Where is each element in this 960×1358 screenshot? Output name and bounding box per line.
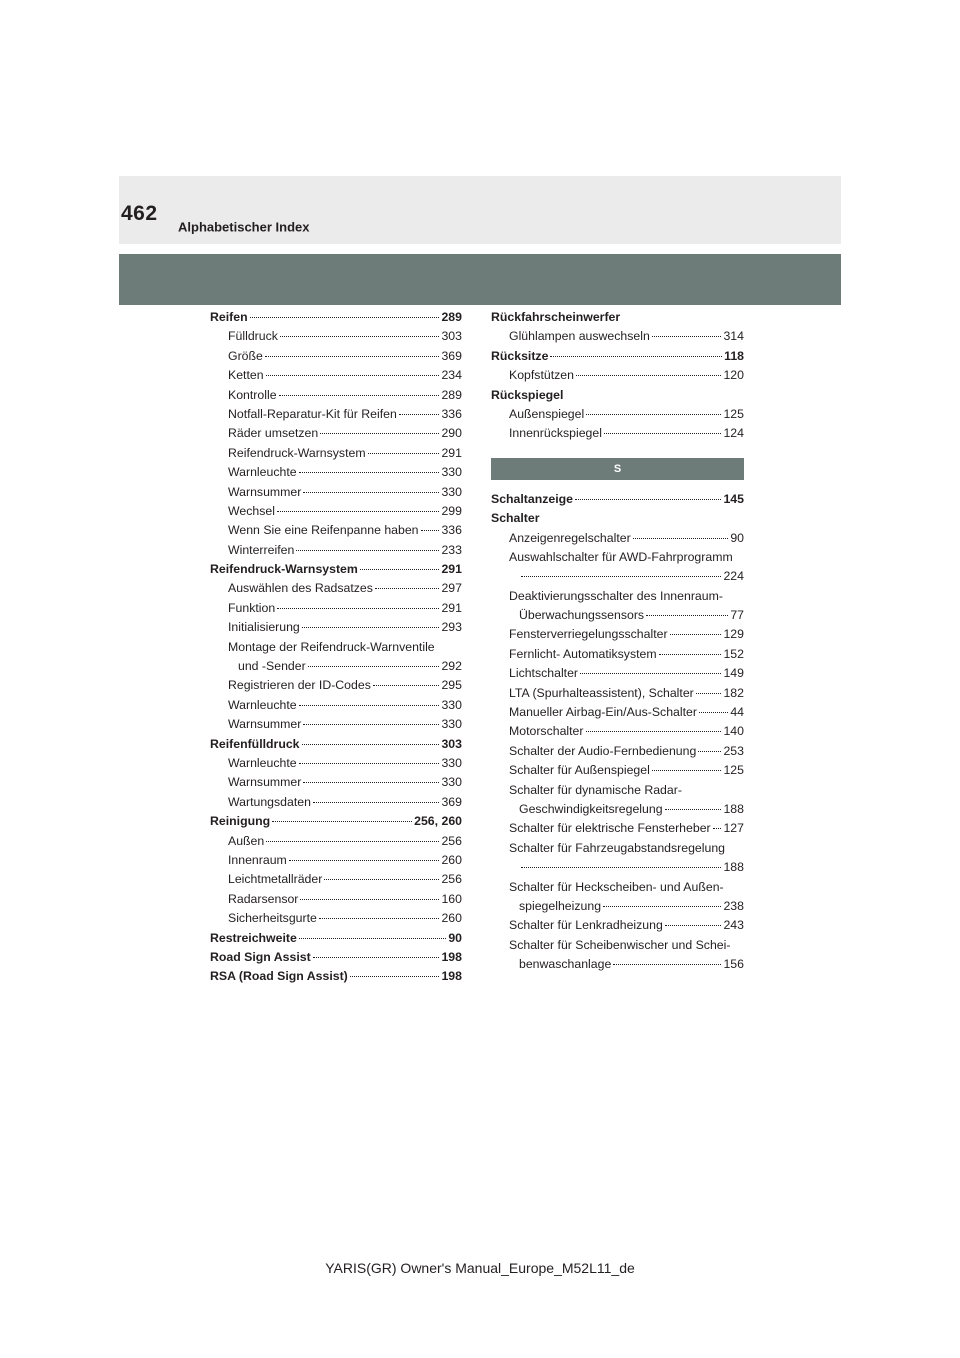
dot-leader: [652, 770, 722, 771]
index-entry-sub: [210, 676, 462, 695]
index-entry-main: [210, 929, 462, 948]
index-page-number: 224: [723, 569, 744, 584]
index-entry-main: [491, 308, 744, 327]
index-entry-sub: [491, 897, 744, 916]
section-title: Alphabetischer Index: [178, 219, 310, 235]
dot-leader: [320, 433, 439, 434]
dot-leader: [250, 317, 440, 318]
index-entry-sub: [491, 819, 744, 838]
index-page-number: 369: [441, 794, 462, 809]
index-entry-sub: [210, 579, 462, 598]
dot-leader: [368, 453, 440, 454]
dot-leader: [299, 705, 440, 706]
index-term: Warnleuchte: [228, 697, 297, 712]
index-entry-main: [491, 490, 744, 509]
dot-leader: [699, 712, 728, 713]
dot-leader: [289, 860, 440, 861]
index-entry-sub: [491, 424, 744, 443]
index-page-number: 140: [723, 724, 744, 739]
index-entry-main: [210, 560, 462, 579]
index-page-number: 149: [723, 666, 744, 681]
index-page-number: 256, 260: [414, 814, 462, 829]
dot-leader: [313, 957, 440, 958]
index-page-number: 243: [723, 918, 744, 933]
dot-leader: [300, 899, 439, 900]
index-page-number: 198: [441, 969, 462, 984]
index-entry-sub: [491, 742, 744, 761]
index-term: Warnleuchte: [228, 755, 297, 770]
index-term: Warnsummer: [228, 717, 302, 732]
index-term: Restreichweite: [210, 930, 297, 945]
dot-leader: [399, 414, 440, 415]
index-entry-sub: [210, 444, 462, 463]
index-term: Schalter für dynamische Radar-: [509, 782, 682, 797]
index-term: Radarsensor: [228, 891, 299, 906]
index-term: Außenspiegel: [509, 406, 585, 421]
dot-leader: [603, 906, 721, 907]
index-page-number: 77: [730, 608, 744, 623]
index-page-number: 90: [730, 530, 744, 545]
index-term: Ketten: [228, 368, 264, 383]
index-entry-main: [210, 948, 462, 967]
dot-leader: [313, 802, 440, 803]
index-page-number: 303: [441, 329, 462, 344]
index-entry-sub: [491, 703, 744, 722]
index-page-number: 160: [441, 891, 462, 906]
header-band: [119, 254, 841, 305]
dot-leader: [696, 693, 722, 694]
dot-leader: [303, 782, 439, 783]
index-entry-sub: [491, 761, 744, 780]
index-page-number: 291: [441, 600, 462, 615]
dot-leader: [280, 336, 440, 337]
dot-leader: [665, 925, 722, 926]
index-term: Auswählen des Radsatzes: [228, 581, 373, 596]
index-entry-sub: [210, 366, 462, 385]
index-entry-sub: [491, 878, 744, 897]
dot-leader: [279, 395, 440, 396]
dot-leader: [586, 414, 721, 415]
index-term: Rückspiegel: [491, 387, 564, 402]
index-entry-main: [491, 347, 744, 366]
dot-leader: [299, 763, 440, 764]
index-entry-sub: [491, 664, 744, 683]
index-page-number: 291: [441, 562, 462, 577]
dot-leader: [659, 654, 722, 655]
index-term: Initialisierung: [228, 620, 300, 635]
index-term: Schaltanzeige: [491, 491, 574, 506]
index-page-number: 127: [723, 821, 744, 836]
index-term: Schalter für Heckscheiben- und Außen-: [509, 879, 724, 894]
index-term: Innenraum: [228, 852, 287, 867]
dot-leader: [299, 472, 440, 473]
index-term: RSA (Road Sign Assist): [210, 969, 348, 984]
dot-leader: [308, 666, 440, 667]
index-entry-sub: [210, 502, 462, 521]
index-page-number: 330: [441, 697, 462, 712]
index-term: Innenrückspiegel: [509, 426, 602, 441]
dot-leader: [604, 433, 721, 434]
index-entry-sub: [491, 684, 744, 703]
index-entry-sub: [491, 955, 744, 974]
index-page-number: 289: [441, 310, 462, 324]
dot-leader: [302, 744, 440, 745]
dot-leader: [350, 976, 440, 977]
index-entry-sub: [210, 483, 462, 502]
index-term: Warnsummer: [228, 484, 302, 499]
index-entry-sub: [491, 587, 744, 606]
index-term: Wartungsdaten: [228, 794, 311, 809]
dot-leader: [303, 492, 439, 493]
index-page-number: 145: [723, 491, 744, 506]
index-entry-sub: [491, 916, 744, 935]
index-page-number: 44: [730, 705, 744, 720]
index-page-number: 260: [441, 852, 462, 867]
dot-leader: [550, 356, 722, 357]
index-term: Montage der Reifendruck-Warnventile: [228, 639, 435, 654]
index-term: Überwachungssensors: [519, 608, 645, 623]
index-page-number: 152: [723, 646, 744, 661]
dot-leader: [652, 336, 722, 337]
dot-leader: [576, 375, 722, 376]
index-group-s: [491, 490, 744, 975]
index-page-number: 336: [441, 523, 462, 538]
index-entry-sub: [210, 754, 462, 773]
index-page-number: 129: [723, 627, 744, 642]
index-entry-sub: [491, 858, 744, 877]
dot-leader: [375, 588, 440, 589]
index-term: Wechsel: [228, 503, 275, 518]
dot-leader: [360, 569, 440, 570]
index-entry-sub: [210, 521, 462, 540]
page-number: 462: [121, 202, 158, 225]
index-term: Winterreifen: [228, 542, 295, 557]
index-page-number: 234: [441, 368, 462, 383]
index-term: Fernlicht- Automatiksystem: [509, 646, 657, 661]
index-entry-main: [210, 308, 462, 327]
index-term: Kontrolle: [228, 387, 277, 402]
index-term: Warnsummer: [228, 775, 302, 790]
index-entry-sub: [210, 890, 462, 909]
dot-leader: [299, 938, 447, 939]
index-page-number: 125: [723, 763, 744, 778]
index-page-number: 260: [441, 911, 462, 926]
index-entry-sub: [491, 327, 744, 346]
index-entry-sub: [491, 839, 744, 858]
index-page-number: 182: [723, 685, 744, 700]
index-page-number: 369: [441, 348, 462, 363]
index-page-number: 297: [441, 581, 462, 596]
dot-leader: [266, 841, 439, 842]
index-term: Sicherheitsgurte: [228, 911, 317, 926]
index-page-number: 291: [441, 445, 462, 460]
index-term: Fülldruck: [228, 329, 278, 344]
index-page-number: 295: [441, 678, 462, 693]
index-term: Funktion: [228, 600, 276, 615]
index-page-number: 118: [724, 348, 744, 363]
dot-leader: [303, 724, 439, 725]
index-page-number: 238: [723, 898, 744, 913]
index-term: Lichtschalter: [509, 666, 579, 681]
index-term: Glühlampen auswechseln: [509, 329, 650, 344]
index-term: Anzeigenregelschalter: [509, 530, 631, 545]
dot-leader: [665, 809, 722, 810]
index-page-number: 330: [441, 465, 462, 480]
index-term: Schalter für Scheibenwischer und Schei-: [509, 937, 731, 952]
index-entry-sub: [491, 529, 744, 548]
dot-leader: [633, 538, 729, 539]
dot-leader: [319, 918, 440, 919]
index-entry-sub: [210, 870, 462, 889]
index-page-number: 233: [441, 542, 462, 557]
index-entry-sub: [491, 606, 744, 625]
index-page-number: 299: [441, 503, 462, 518]
dot-leader: [580, 673, 721, 674]
index-group-r: [491, 308, 744, 444]
index-page-number: 256: [441, 833, 462, 848]
index-entry-main: [210, 812, 462, 831]
index-entry-sub: [210, 793, 462, 812]
index-page-number: 336: [441, 406, 462, 421]
index-entry-main: [210, 967, 462, 986]
index-entry-sub: [210, 618, 462, 637]
index-entry-sub: [491, 405, 744, 424]
index-entry-sub: [210, 327, 462, 346]
index-term: und -Sender: [238, 659, 306, 674]
index-term: Registrieren der ID-Codes: [228, 678, 371, 693]
index-term: Größe: [228, 348, 263, 363]
index-entry-sub: [491, 722, 744, 741]
index-page-number: 292: [441, 659, 462, 674]
dot-leader: [302, 627, 440, 628]
index-entry-main: [491, 386, 744, 405]
index-term: Road Sign Assist: [210, 949, 311, 964]
index-page-number: 330: [441, 717, 462, 732]
index-term: Fensterverriegelungsschalter: [509, 627, 668, 642]
index-page-number: 289: [441, 387, 462, 402]
index-entry-sub: [210, 405, 462, 424]
index-entry-sub: [210, 386, 462, 405]
index-entry-sub: [210, 832, 462, 851]
index-term: Kopfstützen: [509, 368, 574, 383]
dot-leader: [713, 828, 722, 829]
dot-leader: [277, 608, 439, 609]
index-page-number: 293: [441, 620, 462, 635]
dot-leader: [698, 751, 721, 752]
index-page-number: 120: [723, 368, 744, 383]
index-term: Schalter: [491, 511, 540, 526]
dot-leader: [296, 550, 439, 551]
index-entry-sub: [491, 936, 744, 955]
index-term: Räder umsetzen: [228, 426, 319, 441]
index-term: Warnleuchte: [228, 465, 297, 480]
index-term: Außen: [228, 833, 265, 848]
dot-leader: [646, 615, 728, 616]
index-term: Schalter für Außenspiegel: [509, 763, 650, 778]
dot-leader: [586, 731, 722, 732]
index-entry-sub: [210, 541, 462, 560]
index-entry-sub: [491, 800, 744, 819]
index-term: Rückfahrscheinwerfer: [491, 310, 621, 324]
index-term: Geschwindigkeitsregelung: [519, 801, 663, 816]
index-column-left: [210, 308, 462, 987]
index-page-number: 303: [441, 736, 462, 751]
index-entry-sub: [210, 347, 462, 366]
dot-leader: [265, 356, 440, 357]
index-entry-sub: [210, 638, 462, 657]
dot-leader: [324, 879, 439, 880]
index-term: Reifenfülldruck: [210, 736, 300, 751]
index-term: benwaschanlage: [519, 957, 612, 972]
index-term: Reifendruck-Warnsystem: [210, 562, 358, 577]
index-term: Wenn Sie eine Reifenpanne haben: [228, 523, 419, 538]
index-entry-sub: [491, 366, 744, 385]
footer-text: YARIS(GR) Owner's Manual_Europe_M52L11_de: [325, 1260, 635, 1276]
index-entry-sub: [210, 424, 462, 443]
index-term: Motorschalter: [509, 724, 584, 739]
index-term: Notfall-Reparatur-Kit für Reifen: [228, 406, 397, 421]
index-page-number: 198: [441, 949, 462, 964]
index-entry-sub: [210, 463, 462, 482]
index-page-number: 256: [441, 872, 462, 887]
index-entry-sub: [210, 773, 462, 792]
index-term: Reinigung: [210, 814, 271, 829]
dot-leader: [272, 821, 412, 822]
index-entry-sub: [210, 696, 462, 715]
index-entry-sub: [491, 625, 744, 644]
index-term: Leichtmetallräder: [228, 872, 323, 887]
index-term: Schalter für elektrische Fensterheber: [509, 821, 711, 836]
dot-leader: [613, 964, 721, 965]
index-term: Manueller Airbag-Ein/Aus-Schalter: [509, 705, 697, 720]
letter-band-s: S: [491, 458, 744, 480]
index-term: Deaktivierungsschalter des Innenraum-: [509, 588, 723, 603]
index-entry-main: [491, 509, 744, 528]
index-page-number: 188: [723, 801, 744, 816]
dot-leader: [277, 511, 440, 512]
dot-leader: [421, 530, 440, 531]
index-entry-main: [210, 735, 462, 754]
dot-leader: [521, 867, 721, 868]
index-entry-sub: [491, 567, 744, 586]
index-entry-sub: [210, 909, 462, 928]
index-term: spiegelheizung: [519, 898, 602, 913]
index-page-number: 90: [448, 930, 462, 945]
index-term: Rücksitze: [491, 348, 549, 363]
index-entry-sub: [491, 548, 744, 567]
index-term: Auswahlschalter für AWD-Fahrprogramm: [509, 549, 733, 564]
index-page-number: 330: [441, 484, 462, 499]
dot-leader: [521, 576, 721, 577]
index-page-number: 156: [723, 957, 744, 972]
index-entry-sub: [210, 599, 462, 618]
index-term: Schalter der Audio-Fernbedienung: [509, 743, 697, 758]
index-term: LTA (Spurhalteassistent), Schalter: [509, 685, 694, 700]
index-term: Reifen: [210, 310, 248, 324]
index-page-number: 124: [723, 426, 744, 441]
index-page-number: 330: [441, 775, 462, 790]
index-term: Schalter für Fahrzeugabstandsregelung: [509, 840, 726, 855]
index-entry-sub: [491, 645, 744, 664]
index-page-number: 188: [723, 860, 744, 875]
index-term: Schalter für Lenkradheizung: [509, 918, 663, 933]
index-page-number: 330: [441, 755, 462, 770]
index-entry-sub: [210, 715, 462, 734]
index-column-right: [491, 308, 744, 975]
index-entry-sub: [210, 657, 462, 676]
index-page-number: 314: [723, 329, 744, 344]
index-page-number: 125: [723, 406, 744, 421]
index-page-number: 290: [441, 426, 462, 441]
dot-leader: [670, 634, 722, 635]
dot-leader: [266, 375, 440, 376]
index-entry-sub: [491, 781, 744, 800]
dot-leader: [575, 499, 721, 500]
dot-leader: [373, 685, 440, 686]
index-page-number: 253: [723, 743, 744, 758]
index-term: Reifendruck-Warnsystem: [228, 445, 366, 460]
index-entry-sub: [210, 851, 462, 870]
